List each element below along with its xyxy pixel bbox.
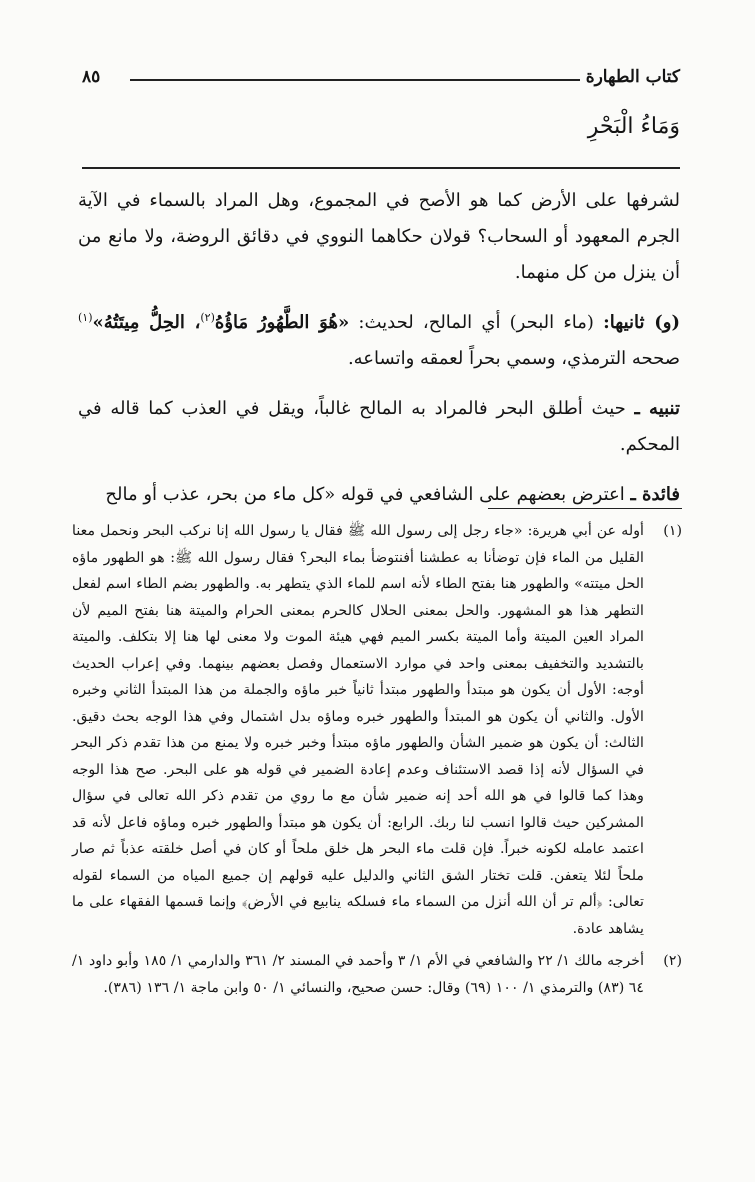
book-title: كتاب الطهارة	[585, 67, 680, 87]
footnote-divider	[488, 508, 682, 509]
hadith-quote: «هُوَ الطَّهُورُ مَاؤُهُ	[214, 312, 350, 333]
footnote-1	[72, 518, 682, 942]
footnote-number: (١)	[663, 523, 682, 539]
matn-divider	[82, 167, 680, 169]
paragraph-2-mid: (ماء البحر) أي المالح، لحديث:	[349, 312, 604, 333]
tanbih-label: تنبيه ـ	[634, 398, 680, 419]
faida-text: اعترض بعضهم على الشافعي في قوله «كل ماء من بحر، عذب أو مالح	[105, 484, 631, 505]
running-header	[82, 66, 680, 92]
faida-label: فائدة ـ	[630, 484, 680, 505]
commentary	[78, 183, 680, 527]
header-rule	[130, 79, 580, 81]
commentary-paragraph-1: لشرفها على الأرض كما هو الأصح في المجموع، وهل المراد بالسماء في الآية الجرم المعهود أو السحاب؟ قولان حكاهما النووي في دقائق الروضة، ولا مانع من أن ينزل من كل منهما.	[78, 190, 680, 283]
footnote-text: أخرجه مالك ١/ ٢٢ والشافعي في الأم ١/ ٣ وأحمد في المسند ٢/ ٣٦١ والدارمي ١/ ١٨٥ وأبو داود ١/ ٦٤ (٨٣) والترمذي ١/ ١٠٠ (٦٩) وقال: حسن صحيح، والنسائي ١/ ٥٠ وابن ماجة ١/ ١٣٦ (٣٨٦).	[72, 953, 645, 996]
hadith-quote-cont: ، الحِلُّ مِيتَتُهُ»	[92, 312, 201, 333]
footnotes	[72, 518, 682, 1007]
matn-text: وَمَاءُ الْبَحْرِ	[587, 114, 680, 139]
paragraph-2-tail: صححه الترمذي، وسمي بحراً لعمقه واتساعه.	[347, 348, 680, 369]
footnote-number: (٢)	[663, 953, 682, 969]
page-number: ٨٥	[82, 67, 101, 87]
footnote-2	[72, 948, 682, 1001]
footnote-ref-1: (١)	[78, 311, 93, 324]
commentary-paragraph-2	[78, 305, 680, 377]
commentary-paragraph-3	[78, 391, 680, 463]
tanbih-text: حيث أطلق البحر فالمراد به المالح غالباً، ويقل في العذب كما قاله في المحكم.	[78, 398, 680, 455]
paragraph-2-lead: (و) ثانيها:	[603, 312, 680, 333]
footnote-text: أوله عن أبي هريرة: «جاء رجل إلى رسول الله ﷺ فقال يا رسول الله إنا نركب البحر ونحمل معنا القليل من الماء فإن توضأنا به عطشنا أفنتوضأ بماء البحر؟ فقال رسول الله ﷺ: هو الطهور ماؤه الحل ميتته» والطهور هنا بفتح الطاء لأنه اسم للماء الذي يتطهر به. والطهور بضم الطاء اسم لفعل التطهر هذا هو المشهور. والحل بمعنى الحلال كالحرم بمعنى الحرام والميتة هنا بفتح الميم لأن المراد العين الميتة وأما الميتة بكسر الميم فهي هيئة الموت ولا معنى لها هنا إلا بتكلف. والميتة بالتشديد والتخفيف بمعنى واحد في موارد الاستعمال وفصل بعضهم بينهما. وفي إعراب الحديث أوجه: الأول أن يكون هو مبتدأ والطهور مبتدأ ثانياً خبر ماؤه والجملة من هذا المبتدأ الثاني وخبره الأول. والثاني أن يكون هو المبتدأ والطهور خبره وماؤه بدل اشتمال وفي هذا الوجه بحث دقيق. الثالث: أن يكون هو ضمير الشأن والطهور ماؤه مبتدأ وخبر خبره ولا يمنع من هذا تقدم ذكر البحر في السؤال لأنه إذا قصد الاستئناف وعدم إعادة الضمير في قوله هو على البحر. صح هذا الوجه وهذا كما قالوا في هو الله أحد إنه ضمير شأن مع ما روي من تقدم ذكر الله تعالى في سؤال المشركين حيث قالوا انسب لنا ربك. الرابع: أن يكون هو مبتدأ والطهور خبره وماؤه فاعل لأنه قد اعتمد عامله لكونه خبراً. فإن قلت ماء البحر هل خلق ملحاً أو كان في أصل خلقته عذباً ثم صار ملحاً لئلا يتعفن. قلت تختار الشق الثاني والدليل عليه قولهم إن جميع المياه من السماء لقوله تعالى: ﴿ألم تر أن الله أنزل من السماء ماء فسلكه ينابيع في الأرض﴾ وإنما قسمها الفقهاء على ما يشاهد عادة.	[72, 523, 644, 937]
footnote-ref-2: (٢)	[200, 311, 215, 324]
